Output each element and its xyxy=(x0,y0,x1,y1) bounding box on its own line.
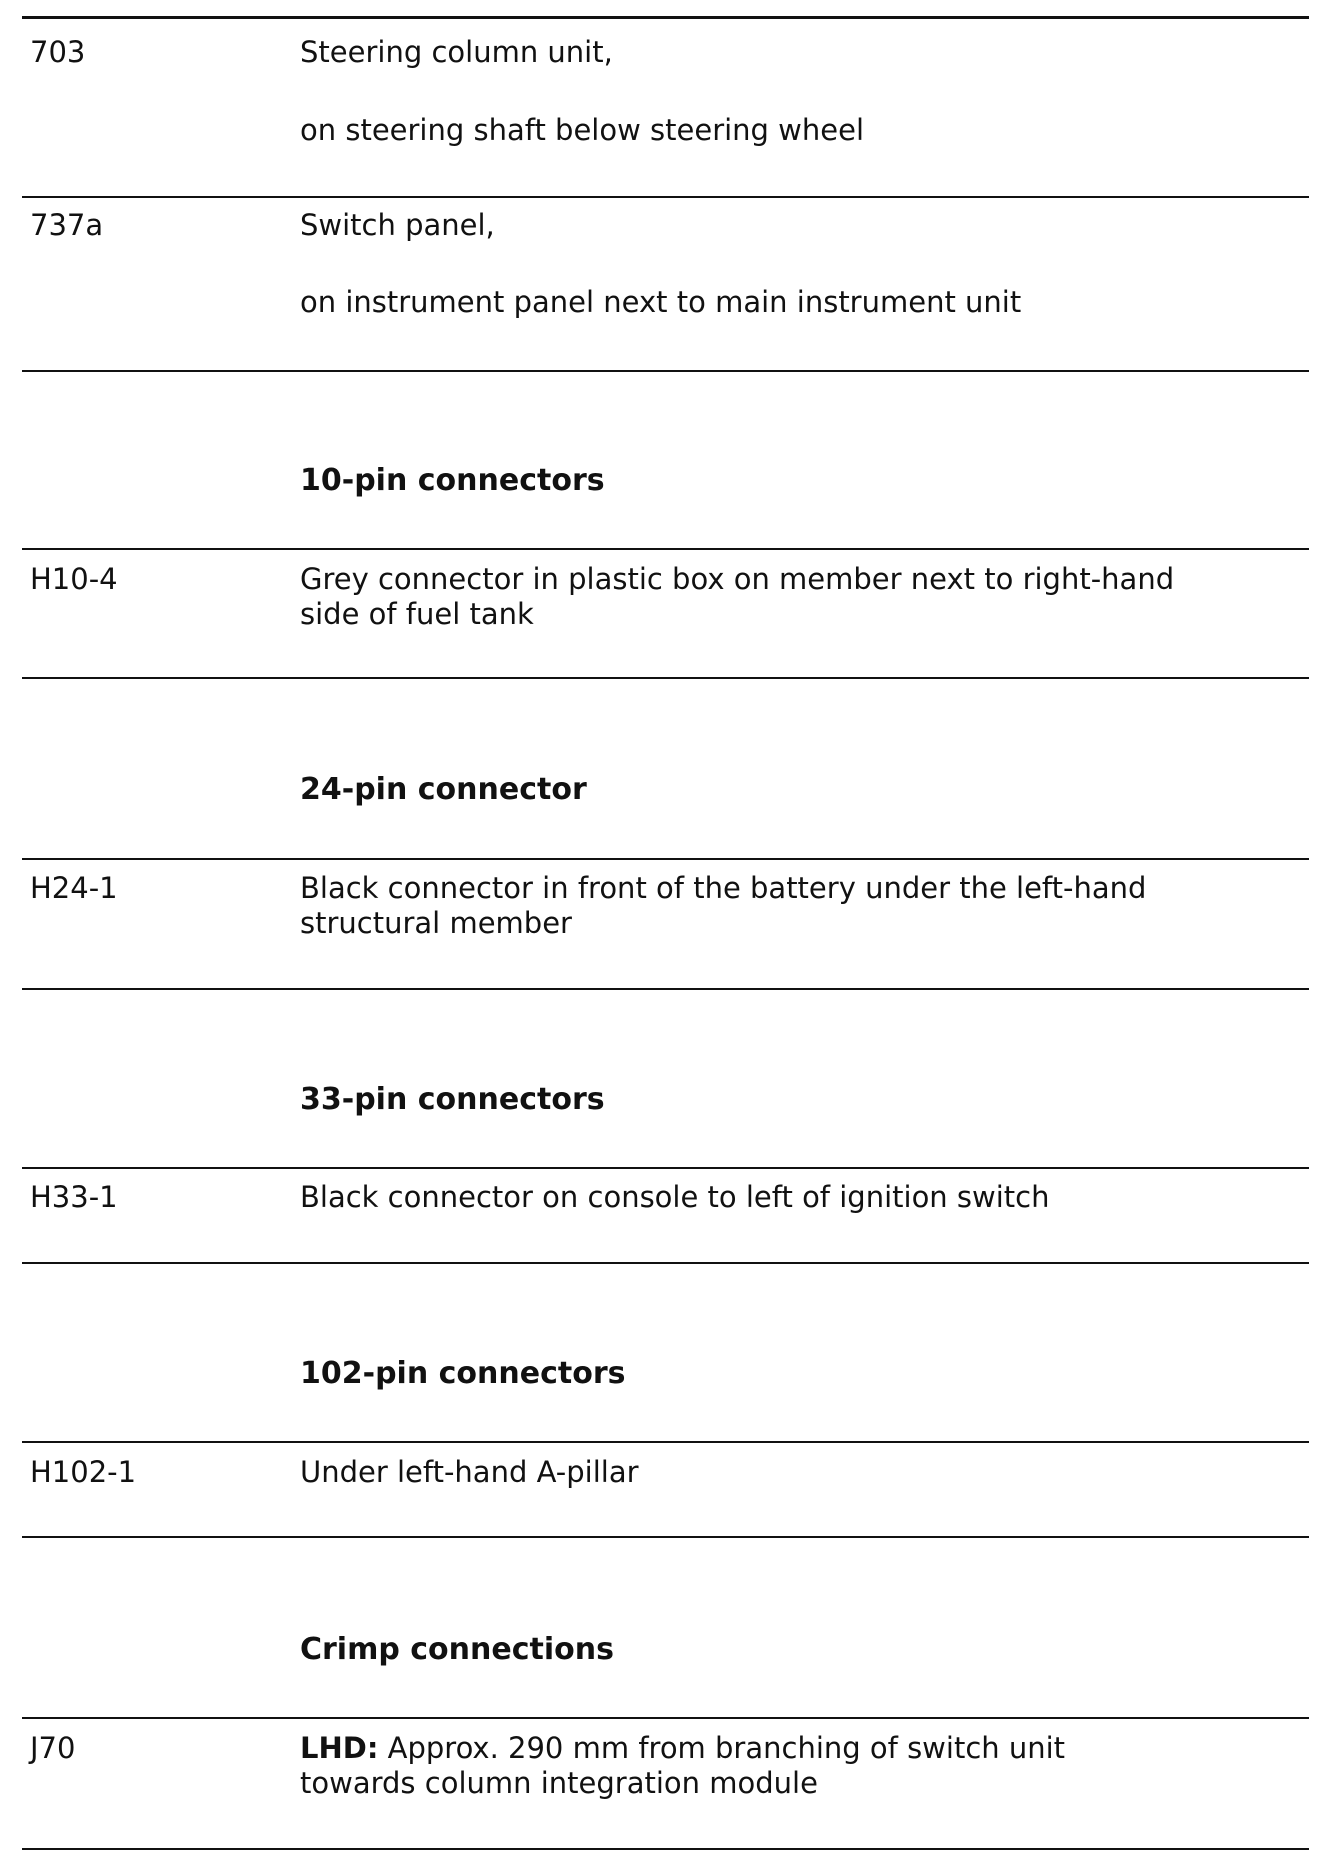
connector-code: H33-1 xyxy=(30,1180,118,1214)
table-rule xyxy=(22,988,1309,990)
table-rule xyxy=(22,1441,1309,1443)
section-heading: 24-pin connector xyxy=(300,772,587,807)
connector-code: H102-1 xyxy=(30,1455,137,1489)
connector-code: H24-1 xyxy=(30,871,118,905)
component-location: on instrument panel next to main instrument unit xyxy=(300,285,1022,319)
section-heading: 33-pin connectors xyxy=(300,1082,605,1117)
component-location: on steering shaft below steering wheel xyxy=(300,113,865,147)
section-heading: 102-pin connectors xyxy=(300,1356,626,1391)
table-rule xyxy=(22,1262,1309,1264)
section-heading: 10-pin connectors xyxy=(300,463,605,498)
table-rule xyxy=(22,196,1309,198)
table-rule-top xyxy=(22,16,1309,19)
section-heading: Crimp connections xyxy=(300,1632,614,1667)
connection-location xyxy=(300,1731,1180,1801)
table-rule xyxy=(22,1536,1309,1538)
table-rule xyxy=(22,548,1309,550)
component-name: Switch panel, xyxy=(300,208,495,242)
table-rule xyxy=(22,1167,1309,1169)
connector-location: Black connector on console to left of ignition switch xyxy=(300,1180,1050,1214)
component-code: 737a xyxy=(30,208,104,242)
table-rule xyxy=(22,677,1309,679)
table-rule-bottom xyxy=(22,1848,1309,1850)
connection-location-text: Approx. 290 mm from branching of switch unit towards column integration module xyxy=(300,1731,1075,1800)
component-name: Steering column unit, xyxy=(300,35,613,69)
connection-code: J70 xyxy=(30,1731,76,1765)
drive-side-label: LHD: xyxy=(300,1731,379,1765)
connector-location: Black connector in front of the battery under the left-hand structural member xyxy=(300,871,1156,940)
connector-location: Grey connector in plastic box on member next to right-hand side of fuel tank xyxy=(300,562,1184,631)
component-code: 703 xyxy=(30,35,86,69)
table-rule xyxy=(22,1717,1309,1719)
table-rule xyxy=(22,858,1309,860)
table-rule xyxy=(22,370,1309,372)
connector-code: H10-4 xyxy=(30,562,118,596)
connector-location: Under left-hand A-pillar xyxy=(300,1455,639,1489)
